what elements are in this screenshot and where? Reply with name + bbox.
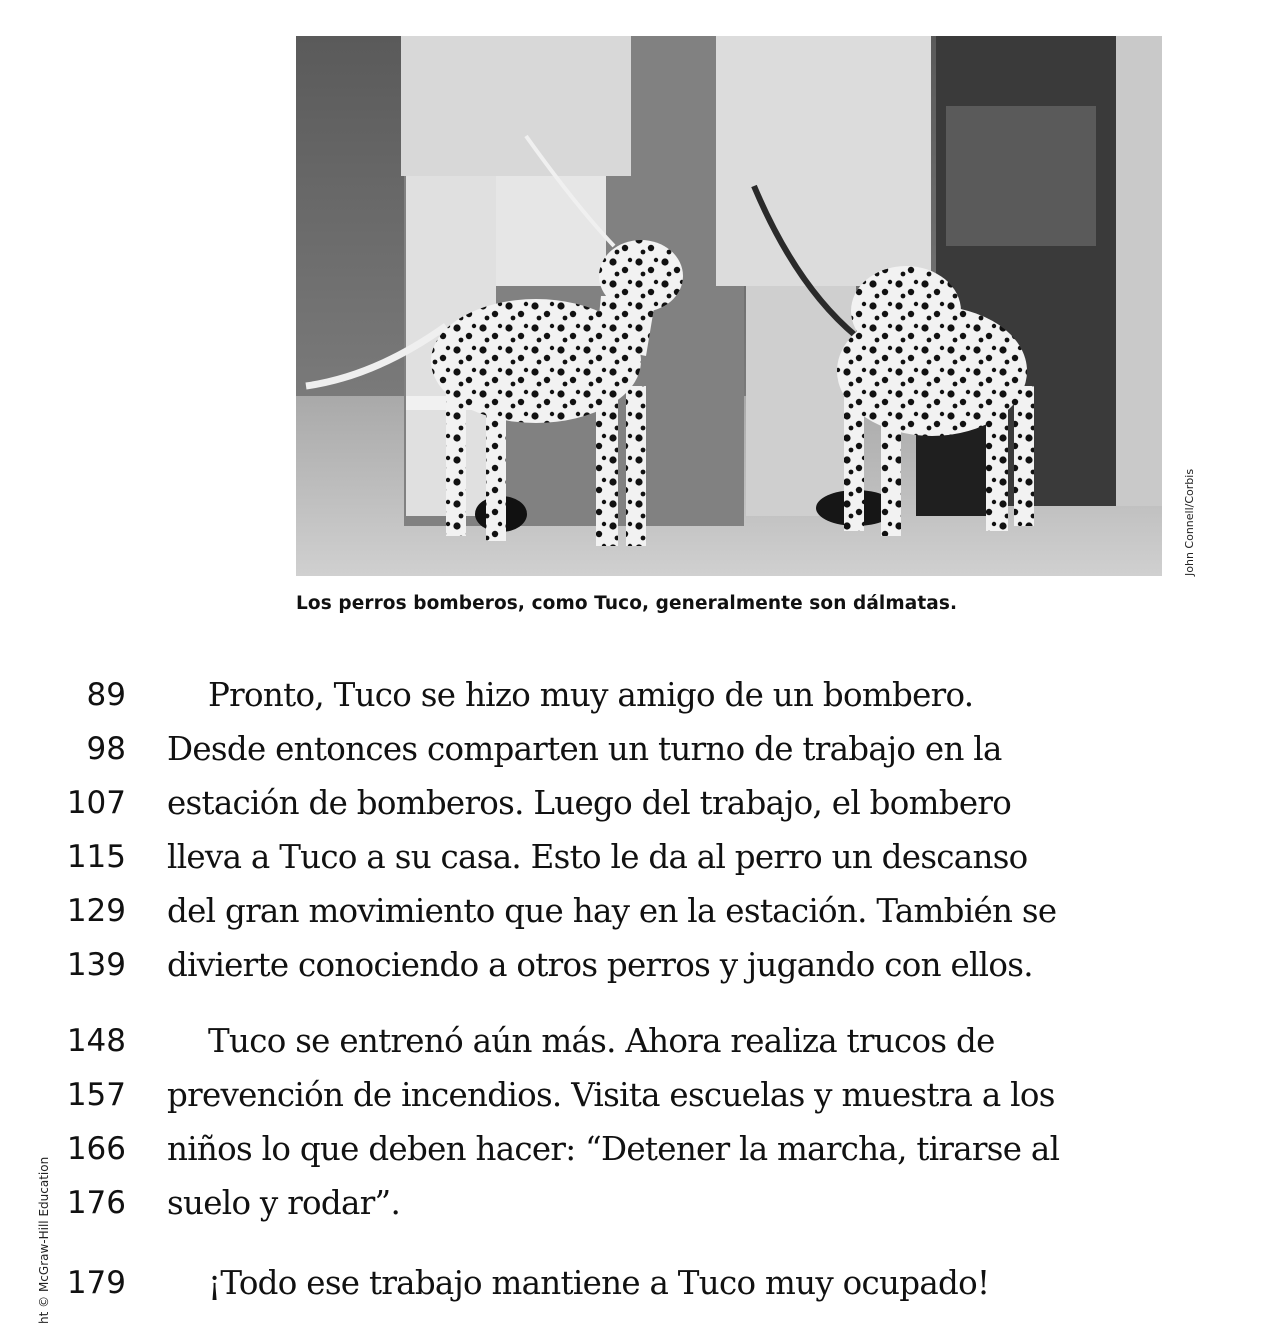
passage-line — [0, 1122, 1262, 1176]
passage-line — [0, 668, 1262, 722]
passage-line — [0, 722, 1262, 776]
line-text: estación de bomberos. Luego del trabajo, el bombero — [167, 784, 1012, 822]
passage-line — [0, 1068, 1262, 1122]
photo-caption: Los perros bomberos, como Tuco, generalmente son dálmatas. — [296, 593, 958, 614]
word-count: 129 — [66, 893, 126, 929]
photo-illustration — [296, 36, 1162, 576]
line-text: ¡Todo ese trabajo mantiene a Tuco muy ocupado! — [208, 1264, 990, 1302]
passage-line — [0, 938, 1262, 992]
photo-credit: John Connell/Corbis — [1183, 468, 1196, 576]
passage-line — [0, 1014, 1262, 1068]
line-text: niños lo que deben hacer: “Detener la marcha, tirarse al — [167, 1130, 1060, 1168]
passage-line — [0, 884, 1262, 938]
line-text: prevención de incendios. Visita escuelas y muestra a los — [167, 1076, 1055, 1114]
passage-line — [0, 1176, 1262, 1230]
word-count: 115 — [66, 839, 126, 875]
line-text: Pronto, Tuco se hizo muy amigo de un bombero. — [208, 676, 974, 714]
line-text: del gran movimiento que hay en la estación. También se — [167, 892, 1057, 930]
word-count: 148 — [66, 1023, 126, 1059]
copyright-notice: ht © McGraw-Hill Education — [37, 1156, 51, 1324]
line-text: divierte conociendo a otros perros y jugando con ellos. — [167, 946, 1033, 984]
word-count: 179 — [66, 1265, 126, 1301]
word-count: 139 — [66, 947, 126, 983]
word-count: 176 — [66, 1185, 126, 1221]
word-count: 157 — [66, 1077, 126, 1113]
reading-passage — [0, 668, 1262, 1310]
line-text: Desde entonces comparten un turno de trabajo en la — [167, 730, 1002, 768]
line-text: lleva a Tuco a su casa. Esto le da al perro un descanso — [167, 838, 1028, 876]
line-text: suelo y rodar”. — [167, 1184, 401, 1222]
passage-line — [0, 776, 1262, 830]
word-count: 166 — [66, 1131, 126, 1167]
firefighters-dalmatians-photo — [296, 36, 1162, 576]
passage-line — [0, 830, 1262, 884]
word-count: 89 — [86, 677, 126, 713]
word-count: 98 — [86, 731, 126, 767]
line-text: Tuco se entrenó aún más. Ahora realiza trucos de — [208, 1022, 995, 1060]
passage-line — [0, 1256, 1262, 1310]
word-count: 107 — [66, 785, 126, 821]
